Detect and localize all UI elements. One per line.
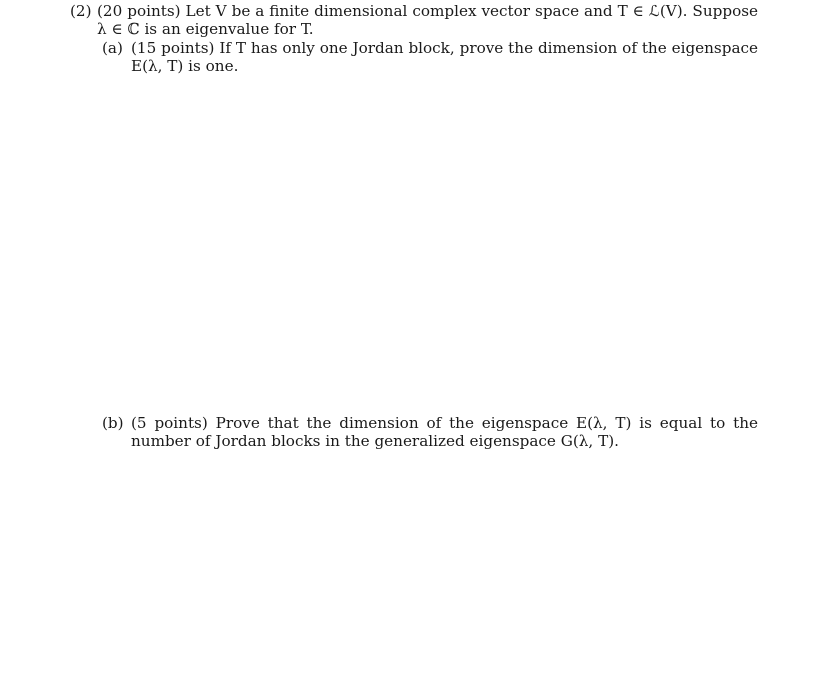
part-a-label: (a) — [102, 39, 123, 57]
part-b — [102, 414, 758, 450]
problem-statement — [70, 2, 758, 38]
problem-text: (20 points) Let V be a finite dimensional complex vector space and T ∈ ℒ(V). Suppose λ ∈ ℂ is an eigenvalue for T. — [97, 2, 758, 38]
part-b-label: (b) — [102, 414, 124, 432]
part-b-text: (5 points) Prove that the dimension of the eigenspace E(λ, T) is equal to the number of Jordan blocks in the generalized eigenspace G(λ, T). — [131, 414, 758, 450]
problem-2 — [70, 2, 758, 38]
problem-number: (2) — [70, 2, 92, 20]
part-a — [102, 39, 758, 75]
part-a-text: (15 points) If T has only one Jordan block, prove the dimension of the eigenspace E(λ, T) is one. — [131, 39, 758, 75]
